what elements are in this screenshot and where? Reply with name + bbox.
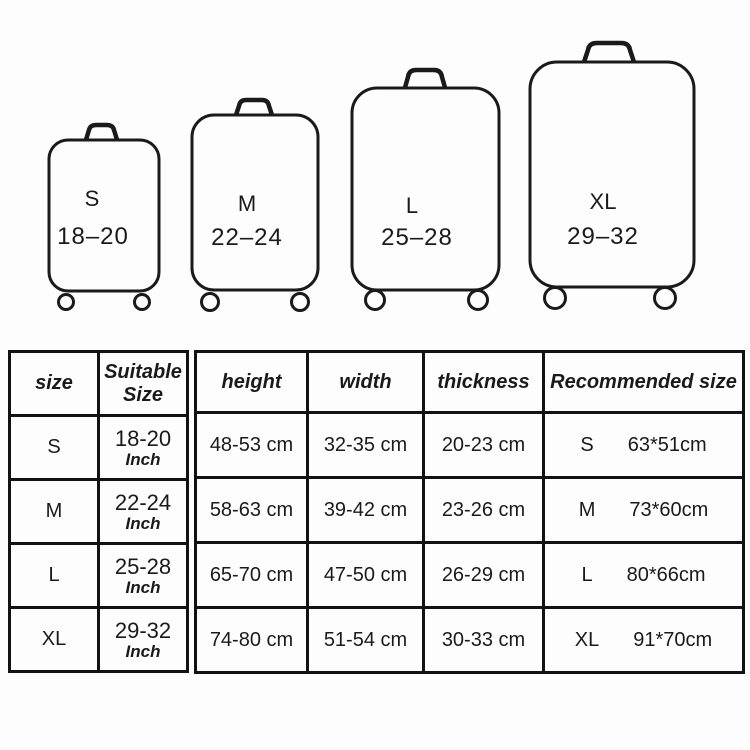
suitcase-l-wheel-icon: [469, 291, 488, 310]
width-cell: 39-42 cm: [308, 478, 424, 543]
width-cell: 32-35 cm: [308, 413, 424, 478]
thickness-cell: 23-26 cm: [424, 478, 544, 543]
suitable-size-cell: [99, 416, 188, 480]
inch-unit: Inch: [125, 641, 161, 661]
table-row: [196, 608, 744, 673]
recommended-size-value: 80*66cm: [626, 563, 706, 586]
table-row: [10, 608, 188, 672]
suitcase-l-body-icon: [352, 88, 499, 290]
height-cell: 74-80 cm: [196, 608, 308, 673]
inch-unit: Inch: [125, 577, 161, 597]
recommended-size-cell: [544, 413, 744, 478]
height-cell: 58-63 cm: [196, 478, 308, 543]
suitcase-xl-range-label: 29–32: [567, 223, 639, 250]
column-header-width: width: [308, 352, 424, 413]
suitcase-m-wheel-icon: [202, 294, 219, 311]
inch-unit: Inch: [125, 449, 161, 469]
column-header-thickness: thickness: [424, 352, 544, 413]
recommended-size-value: 63*51cm: [627, 433, 707, 456]
recommended-size-letter: XL: [574, 628, 600, 651]
table-row: [10, 544, 188, 608]
inch-range: 25-28: [114, 554, 172, 580]
suitable-size-cell: [99, 480, 188, 544]
column-header-recommended-size: Recommended size: [544, 352, 744, 413]
inch-range: 18-20: [114, 426, 172, 452]
recommended-size-cell: [544, 608, 744, 673]
table-row: [10, 416, 188, 480]
inch-unit: Inch: [125, 513, 161, 533]
recommended-size-value: 91*70cm: [633, 628, 713, 651]
size-cell: S: [10, 416, 99, 480]
size-cell: L: [10, 544, 99, 608]
suitcase-l-size-label: L: [405, 193, 419, 218]
width-cell: 51-54 cm: [308, 608, 424, 673]
suitable-size-cell: [99, 544, 188, 608]
recommended-size-letter: M: [578, 498, 596, 521]
suitcase-m-wheel-icon: [292, 294, 309, 311]
suitcase-xl-wheel-icon: [655, 288, 676, 309]
suitable-size-table: [8, 350, 189, 673]
height-cell: 48-53 cm: [196, 413, 308, 478]
suitcase-illustrations: [0, 0, 750, 345]
table-row: [196, 478, 744, 543]
table-row: [196, 413, 744, 478]
table-header-row: [196, 352, 744, 413]
width-cell: 47-50 cm: [308, 543, 424, 608]
suitcase-xl-body-icon: [530, 62, 694, 287]
column-header-size: size: [10, 352, 99, 416]
suitcase-s-wheel-icon: [59, 295, 74, 310]
suitable-size-cell: [99, 608, 188, 672]
height-cell: 65-70 cm: [196, 543, 308, 608]
suitcase-m-range-label: 22–24: [211, 224, 283, 251]
thickness-cell: 20-23 cm: [424, 413, 544, 478]
thickness-cell: 26-29 cm: [424, 543, 544, 608]
suitcase-s-range-label: 18–20: [57, 223, 129, 250]
inch-range: 29-32: [114, 618, 172, 644]
recommended-size-cell: [544, 543, 744, 608]
table-row: [10, 480, 188, 544]
suitcase-s-size-label: S: [84, 186, 100, 211]
size-cell: M: [10, 480, 99, 544]
thickness-cell: 30-33 cm: [424, 608, 544, 673]
recommended-size-letter: L: [581, 563, 593, 586]
suitcase-l-wheel-icon: [366, 291, 385, 310]
table-row: [196, 543, 744, 608]
suitcase-l-range-label: 25–28: [381, 224, 453, 251]
inch-range: 22-24: [114, 490, 172, 516]
suitcase-xl-wheel-icon: [545, 288, 566, 309]
table-header-row: [10, 352, 188, 416]
suitcase-s-wheel-icon: [135, 295, 150, 310]
size-cell: XL: [10, 608, 99, 672]
recommended-size-value: 73*60cm: [629, 498, 709, 521]
suitcase-s-body-icon: [49, 140, 159, 291]
column-header-height: height: [196, 352, 308, 413]
suitcase-m-size-label: M: [237, 191, 257, 216]
recommended-size-letter: S: [580, 433, 594, 456]
suitcase-xl-size-label: XL: [589, 189, 617, 214]
dimensions-table: [194, 350, 745, 674]
column-header-suitable-size: Suitable Size: [99, 352, 188, 416]
recommended-size-cell: [544, 478, 744, 543]
